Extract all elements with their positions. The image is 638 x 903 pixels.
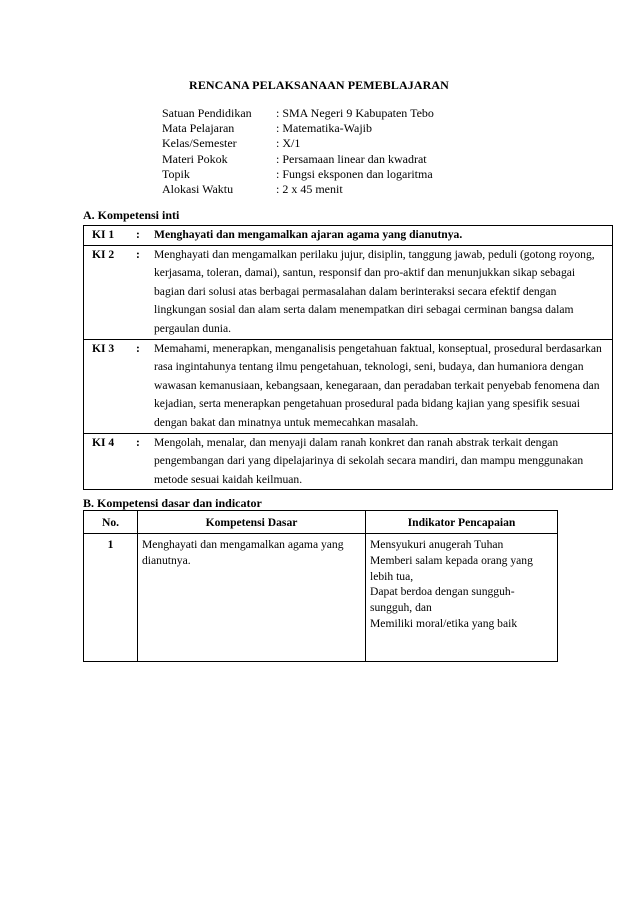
ki-colon: : bbox=[136, 433, 150, 490]
kompetensi-inti-table bbox=[83, 225, 613, 490]
ki-text: Memahami, menerapkan, menganalisis pengetahuan faktual, konseptual, prosedural berdasarkan rasa ingintahunya tentang ilmu pengetahuan, teknologi, seni, budaya, dan humaniora dengan wawasan kemanusiaan, kebangsaan, kenegaraan, dan peradaban terkait penyebab fenomena dan kejadian, serta menerapkan pengetahuan prosedural pada bidang kajian yang spesifik sesuai dengan bakat dan minatnya untuk memecahkan masalah. bbox=[150, 339, 613, 433]
meta-key: Mata Pelajaran bbox=[162, 121, 235, 136]
indikator-cell bbox=[366, 534, 558, 662]
meta-value: : Fungsi eksponen dan logaritma bbox=[276, 166, 433, 181]
meta-value: : X/1 bbox=[276, 136, 301, 151]
identity-block bbox=[162, 106, 434, 197]
meta-row-alokasi bbox=[162, 182, 434, 197]
ki-label: KI 2 bbox=[84, 245, 137, 339]
meta-row-materi bbox=[162, 152, 434, 167]
ki-text: Menghayati dan mengamalkan ajaran agama yang dianutnya. bbox=[150, 226, 613, 246]
column-header-no: No. bbox=[84, 511, 138, 534]
indikator-item: Dapat berdoa dengan sungguh-sungguh, dan bbox=[370, 585, 515, 615]
meta-row-mapel bbox=[162, 121, 434, 136]
kompetensi-dasar-cell: Menghayati dan mengamalkan agama yang dianutnya. bbox=[138, 534, 366, 662]
meta-value: : 2 x 45 menit bbox=[276, 182, 343, 197]
column-header-indikator: Indikator Pencapaian bbox=[366, 511, 558, 534]
table-row bbox=[84, 226, 613, 246]
meta-value: : Persamaan linear dan kwadrat bbox=[276, 151, 427, 166]
ki-label: KI 4 bbox=[84, 433, 137, 490]
meta-value: : SMA Negeri 9 Kabupaten Tebo bbox=[276, 106, 434, 120]
indikator-item: Memberi salam kepada orang yang lebih tua, bbox=[370, 553, 533, 583]
indikator-item: Mensyukuri anugerah Tuhan bbox=[370, 538, 504, 551]
row-number: 1 bbox=[84, 534, 138, 662]
meta-key: Alokasi Waktu bbox=[162, 182, 234, 197]
kompetensi-dasar-table bbox=[83, 510, 558, 662]
document-title: RENCANA PELAKSANAAN PEMEBLAJARAN bbox=[189, 78, 449, 92]
column-header-kd: Kompetensi Dasar bbox=[138, 511, 366, 534]
meta-key: Materi Pokok bbox=[162, 151, 228, 166]
meta-key: Kelas/Semester bbox=[162, 136, 237, 151]
meta-row-satuan bbox=[162, 106, 434, 121]
ki-text: Mengolah, menalar, dan menyaji dalam ranah konkret dan ranah abstrak terkait dengan pengembangan dari yang dipelajarinya di sekolah secara mandiri, dan mampu menggunakan metode sesuai kaidah keilmuan. bbox=[150, 433, 613, 490]
ki-text: Menghayati dan mengamalkan perilaku jujur, disiplin, tanggung jawab, peduli (gotong royong, kerjasama, toleran, damai), santun, responsif dan pro-aktif dan menunjukkan sikap sebagai bagian dari solusi atas berbagai permasalahan dalam berinteraksi secara efektif dengan lingkungan sosial dan alam serta dalam menempatkan diri sebagai cerminan bangsa dalam pergaulan dunia. bbox=[150, 245, 613, 339]
table-header-row bbox=[84, 511, 558, 534]
ki-label: KI 3 bbox=[84, 339, 137, 433]
table-row bbox=[84, 339, 613, 433]
table-row bbox=[84, 433, 613, 490]
section-a-heading: A. Kompetensi inti bbox=[83, 208, 180, 222]
table-row bbox=[84, 245, 613, 339]
meta-row-kelas bbox=[162, 136, 434, 151]
meta-key: Satuan Pendidikan bbox=[162, 106, 252, 120]
table-row bbox=[84, 534, 558, 662]
indikator-item: Memiliki moral/etika yang baik bbox=[370, 616, 518, 630]
section-b-heading: B. Kompetensi dasar dan indicator bbox=[83, 496, 262, 510]
ki-label: KI 1 bbox=[84, 226, 137, 246]
meta-value: : Matematika-Wajib bbox=[276, 121, 372, 136]
meta-key: Topik bbox=[162, 166, 190, 181]
ki-colon: : bbox=[136, 226, 150, 246]
meta-row-topik bbox=[162, 167, 434, 182]
ki-colon: : bbox=[136, 339, 150, 433]
ki-colon: : bbox=[136, 245, 150, 339]
